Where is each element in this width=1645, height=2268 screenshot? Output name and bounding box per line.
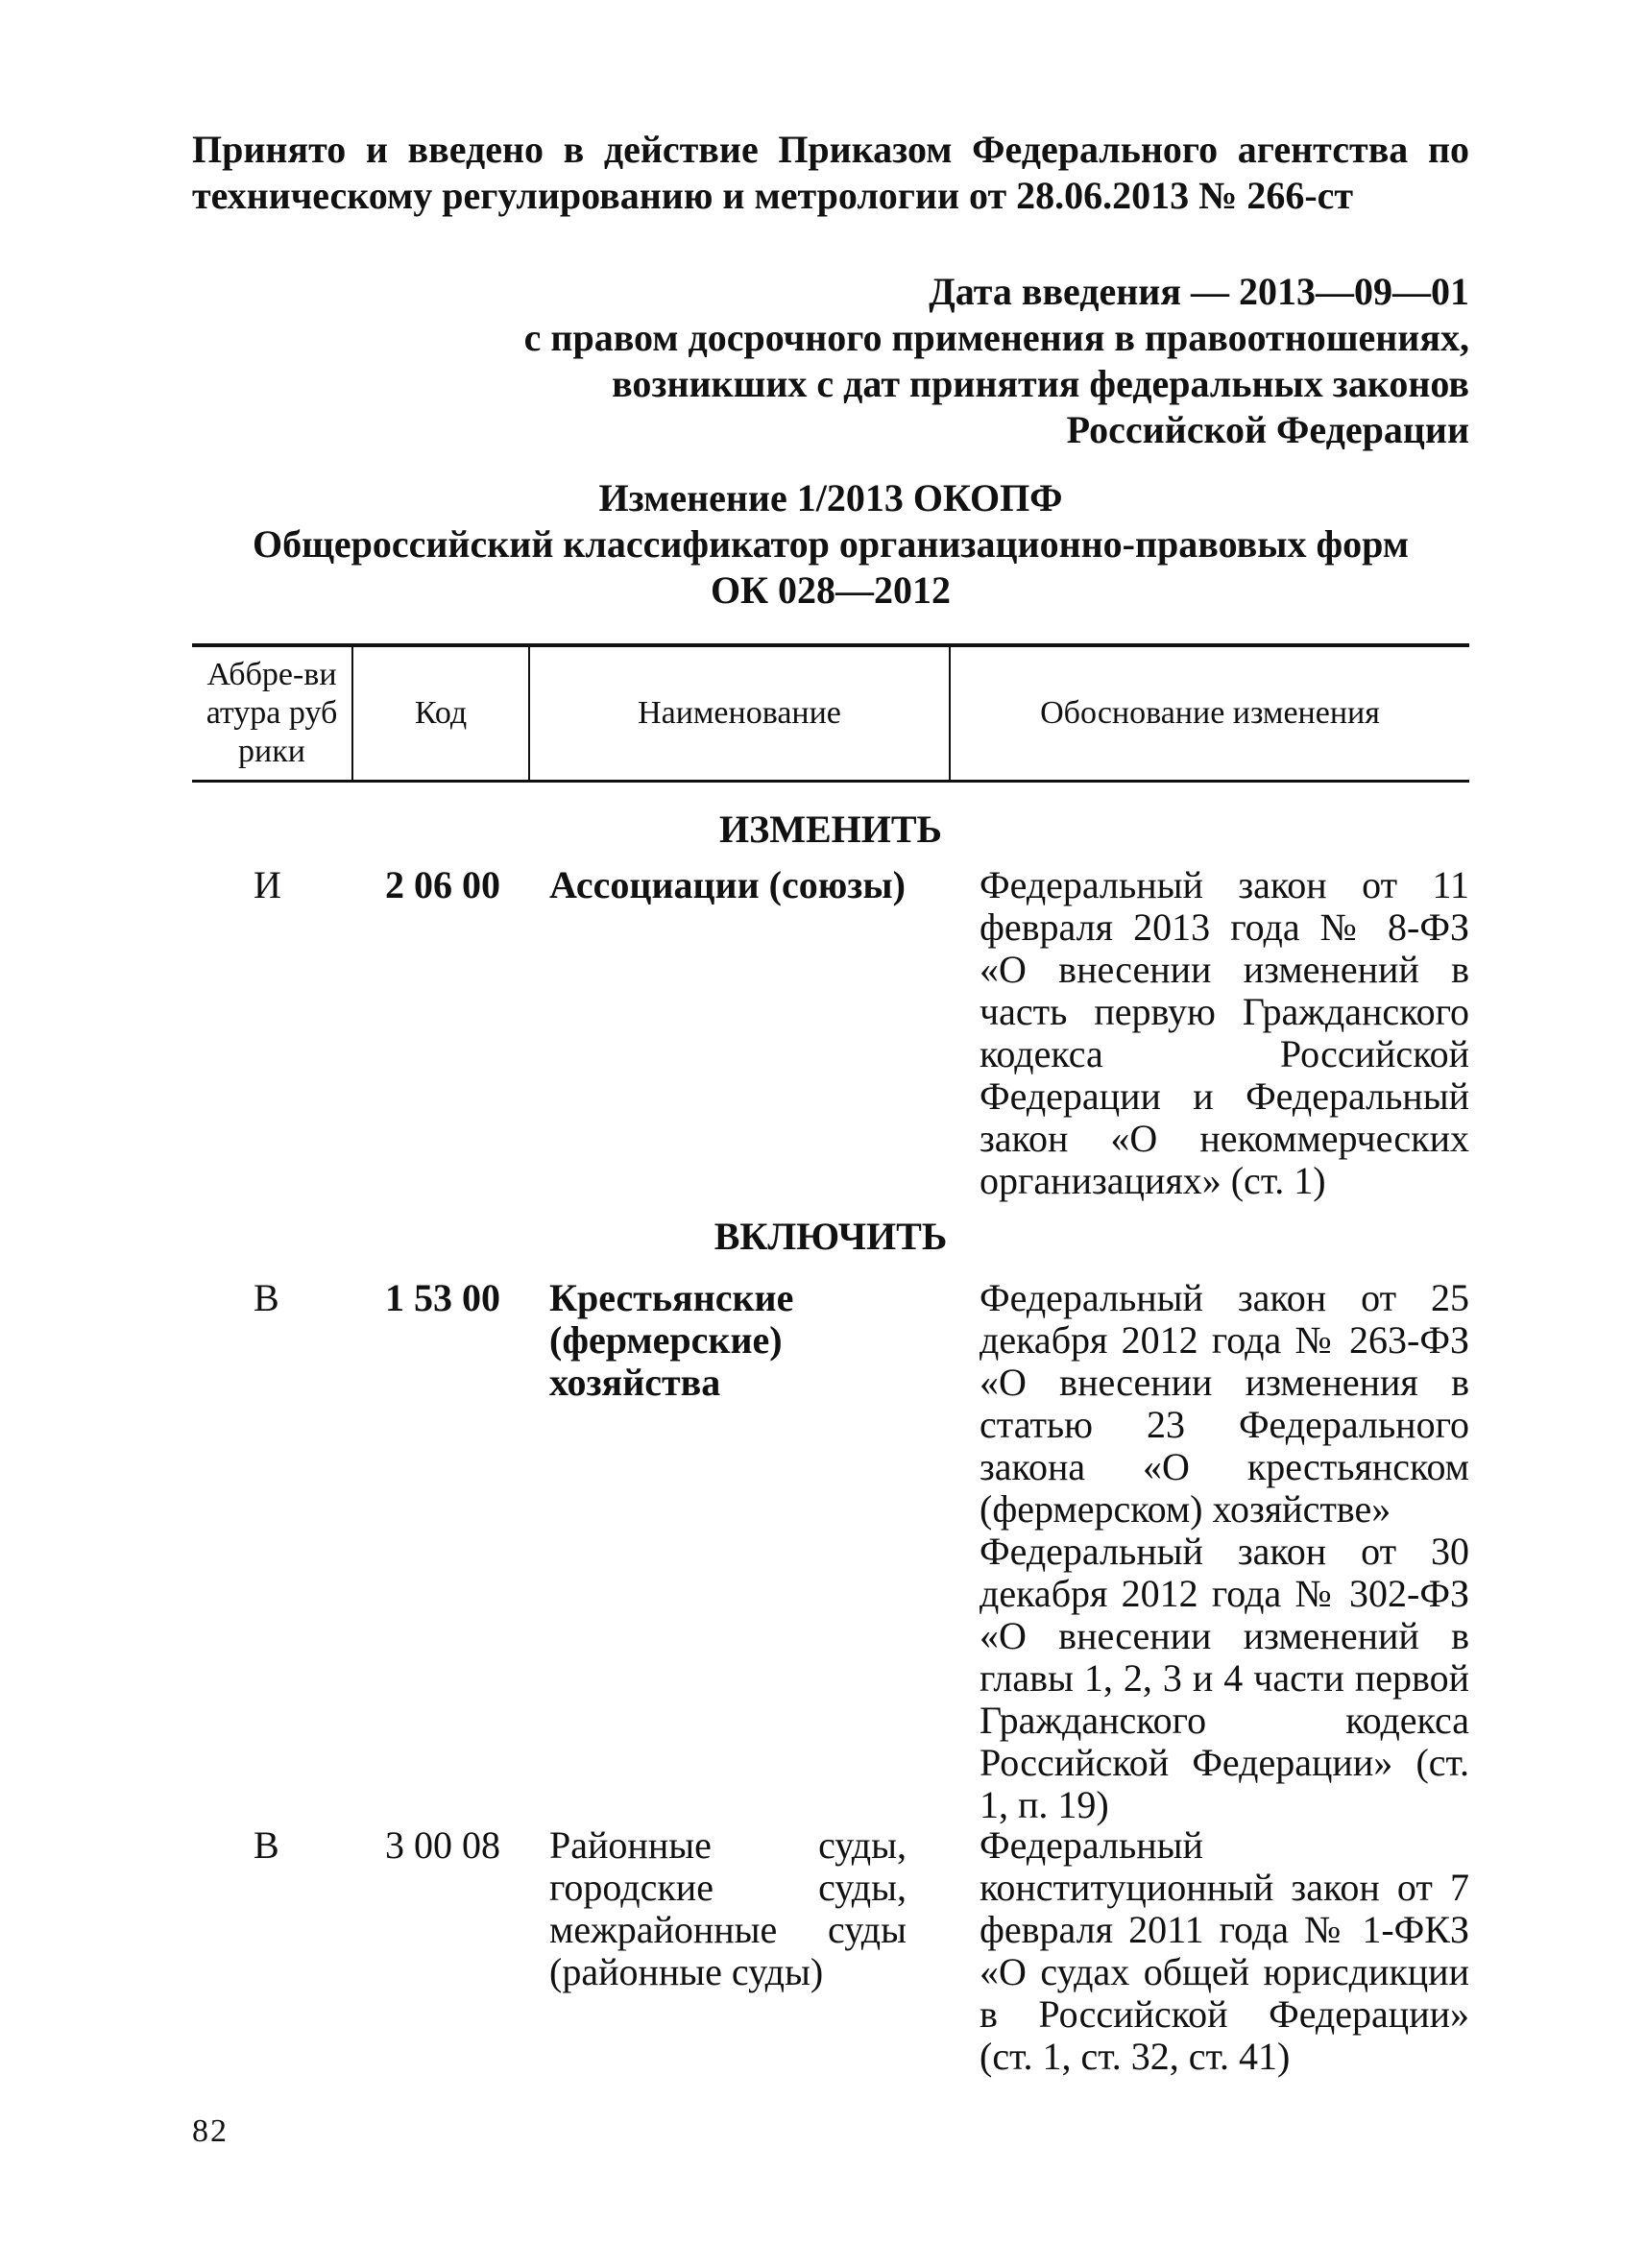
amendment-title: Изменение 1/2013 ОКОПФ — [598, 476, 1063, 519]
table-row — [192, 1824, 1469, 2084]
row-name: Ассоциации (союзы) — [549, 863, 906, 906]
table-row — [192, 864, 1469, 1200]
row-reason: Федеральный закон от 11 февраля 2013 года № 8-ФЗ «О внесении изменений в часть первую Гражданского кодекса Российской Федерации и Федеральный закон «О некоммерческих организациях» (ст. 1) — [980, 863, 1469, 1202]
section-heading-change: ИЗМЕНИТЬ — [718, 808, 942, 851]
adoption-statement: Принято и введено в действие Приказом Федерального агентства по техническому регулированию и метрологии от 28.06.2013 № 266-ст — [192, 128, 1469, 217]
classifier-title: Общероссийский классификатор организационно-правовых форм — [252, 522, 1410, 566]
row-abbr: В — [254, 1823, 279, 1867]
row-reason — [980, 1277, 1469, 1826]
row-reason: Федеральный конституционный закон от 7 февраля 2011 года № 1-ФКЗ «О судах общей юрисдикции в Российской Федерации» (ст. 1, ст. 32, ст. 41) — [980, 1823, 1469, 2078]
classifier-code: ОК 028—2012 — [710, 568, 952, 612]
early-application-note-3: Российской Федерации — [1066, 408, 1469, 451]
row-name: Крестьянские (фермерские) хозяйства — [549, 1276, 794, 1404]
header-code: Код — [414, 695, 468, 731]
page-number: 82 — [192, 2113, 229, 2149]
header-name: Наименование — [638, 695, 841, 731]
section-heading-include: ВКЛЮЧИТЬ — [714, 1215, 948, 1258]
row-reason-part-1: Федеральный закон от 25 декабря 2012 года № 263-ФЗ «О внесении изменения в статью 23 Федерального закона «О крестьянском (фермерском) хозяйстве» — [980, 1276, 1469, 1531]
early-application-note-2: возникших с дат принятия федеральных законов — [612, 362, 1469, 405]
effective-date: Дата введения — 2013—09—01 — [929, 270, 1469, 313]
row-code: 2 06 00 — [385, 863, 500, 906]
effective-date-block — [480, 269, 1469, 453]
row-code: 3 00 08 — [385, 1823, 500, 1867]
table-row — [192, 1276, 1469, 1826]
row-abbr: И — [254, 863, 281, 906]
table-header — [192, 643, 1469, 783]
header-abbr: Аббре-виатура рубрики — [206, 657, 338, 769]
row-code: 1 53 00 — [385, 1276, 500, 1319]
header-reason: Обоснование изменения — [1040, 695, 1380, 731]
early-application-note-1: с правом досрочного применения в правоотношениях, — [523, 316, 1469, 359]
row-abbr: В — [254, 1276, 279, 1319]
document-title-block — [192, 475, 1469, 614]
row-reason-part-2: Федеральный закон от 30 декабря 2012 года № 302-ФЗ «О внесении изменений в главы 1, 2, 3 и 4 части первой Гражданского кодекса Российской Федерации» (ст. 1, п. 19) — [980, 1530, 1469, 1826]
row-name: Районные суды, городские суды, межрайонные суды (районные суды) — [549, 1823, 907, 1993]
